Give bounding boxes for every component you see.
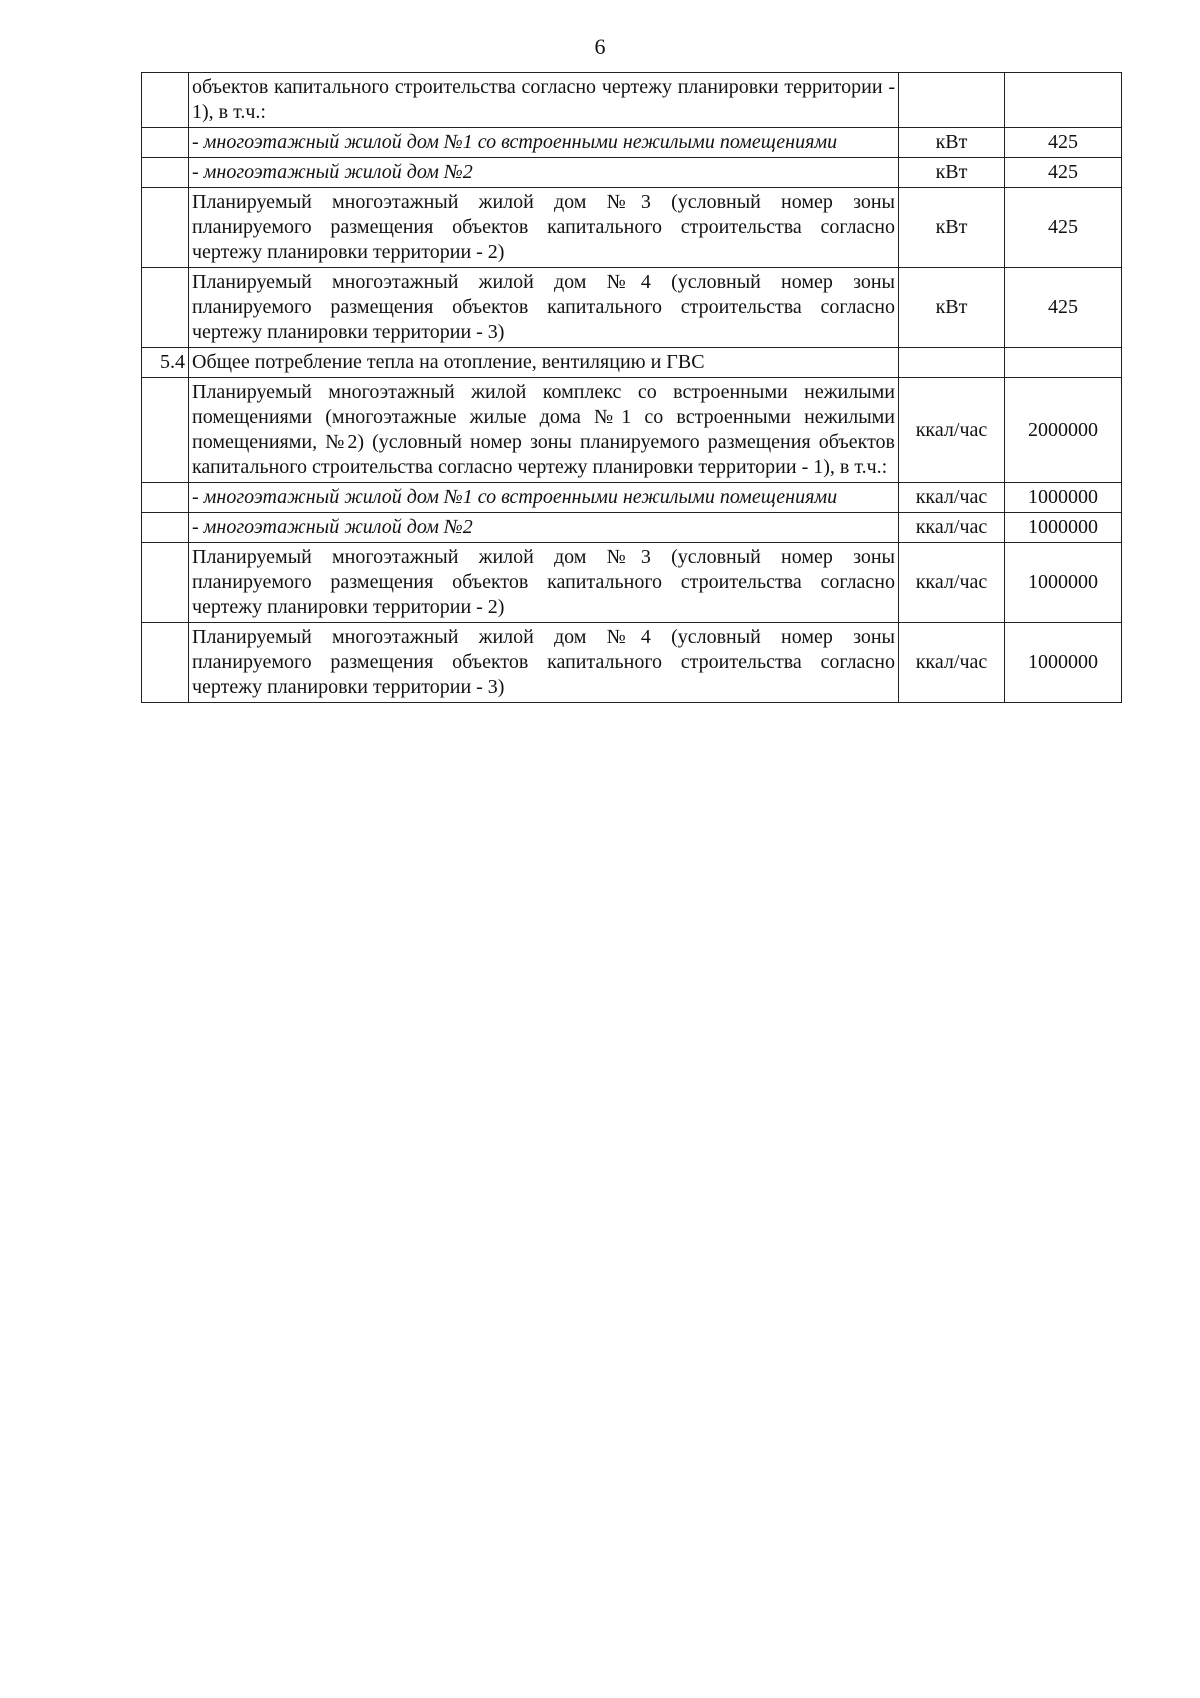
row-number-cell xyxy=(142,513,189,543)
description-cell: объектов капитального строительства согласно чертежу планировки территории - 1), в т.ч.: xyxy=(189,73,899,128)
table-row xyxy=(142,158,1122,188)
value-cell: 425 xyxy=(1005,158,1122,188)
description-cell: - многоэтажный жилой дом №1 со встроенными нежилыми помещениями xyxy=(189,483,899,513)
unit-cell xyxy=(899,348,1005,378)
value-cell: 425 xyxy=(1005,128,1122,158)
row-number-cell xyxy=(142,378,189,483)
table-row xyxy=(142,348,1122,378)
value-cell: 1000000 xyxy=(1005,483,1122,513)
description-cell: - многоэтажный жилой дом №2 xyxy=(189,513,899,543)
unit-cell: ккал/час xyxy=(899,483,1005,513)
unit-cell: ккал/час xyxy=(899,543,1005,623)
unit-cell: ккал/час xyxy=(899,513,1005,543)
value-cell: 1000000 xyxy=(1005,623,1122,703)
table-row xyxy=(142,73,1122,128)
page-number: 6 xyxy=(594,34,606,59)
description-cell: - многоэтажный жилой дом №1 со встроенными нежилыми помещениями xyxy=(189,128,899,158)
row-number-cell xyxy=(142,73,189,128)
value-cell xyxy=(1005,348,1122,378)
row-number-cell xyxy=(142,158,189,188)
value-cell: 1000000 xyxy=(1005,543,1122,623)
data-table xyxy=(141,72,1122,703)
unit-cell: ккал/час xyxy=(899,378,1005,483)
description-cell: - многоэтажный жилой дом №2 xyxy=(189,158,899,188)
description-cell: Общее потребление тепла на отопление, вентиляцию и ГВС xyxy=(189,348,899,378)
value-cell: 2000000 xyxy=(1005,378,1122,483)
value-cell: 425 xyxy=(1005,268,1122,348)
table-body xyxy=(142,73,1122,703)
table-row xyxy=(142,513,1122,543)
unit-cell: ккал/час xyxy=(899,623,1005,703)
unit-cell: кВт xyxy=(899,128,1005,158)
table-row xyxy=(142,268,1122,348)
description-cell: Планируемый многоэтажный жилой дом №4 (условный номер зоны планируемого размещения объектов капитального строительства согласно чертежу планировки территории - 3) xyxy=(189,623,899,703)
row-number-cell xyxy=(142,188,189,268)
row-number-cell xyxy=(142,623,189,703)
unit-cell: кВт xyxy=(899,158,1005,188)
unit-cell xyxy=(899,73,1005,128)
row-number-cell: 5.4 xyxy=(142,348,189,378)
description-cell: Планируемый многоэтажный жилой дом №3 (условный номер зоны планируемого размещения объектов капитального строительства согласно чертежу планировки территории - 2) xyxy=(189,543,899,623)
table-row xyxy=(142,623,1122,703)
table-row xyxy=(142,483,1122,513)
description-cell: Планируемый многоэтажный жилой комплекс со встроенными нежилыми помещениями (многоэтажные жилые дома №1 со встроенными нежилыми помещениями, №2) (условный номер зоны планируемого размещения объектов капитального строительства согласно чертежу планировки территории - 1), в т.ч.: xyxy=(189,378,899,483)
description-cell: Планируемый многоэтажный жилой дом №4 (условный номер зоны планируемого размещения объектов капитального строительства согласно чертежу планировки территории - 3) xyxy=(189,268,899,348)
table-row xyxy=(142,378,1122,483)
value-cell xyxy=(1005,73,1122,128)
value-cell: 425 xyxy=(1005,188,1122,268)
table-row xyxy=(142,128,1122,158)
row-number-cell xyxy=(142,128,189,158)
table-row xyxy=(142,543,1122,623)
row-number-cell xyxy=(142,483,189,513)
value-cell: 1000000 xyxy=(1005,513,1122,543)
table-row xyxy=(142,188,1122,268)
unit-cell: кВт xyxy=(899,188,1005,268)
row-number-cell xyxy=(142,543,189,623)
row-number-cell xyxy=(142,268,189,348)
description-cell: Планируемый многоэтажный жилой дом №3 (условный номер зоны планируемого размещения объектов капитального строительства согласно чертежу планировки территории - 2) xyxy=(189,188,899,268)
unit-cell: кВт xyxy=(899,268,1005,348)
